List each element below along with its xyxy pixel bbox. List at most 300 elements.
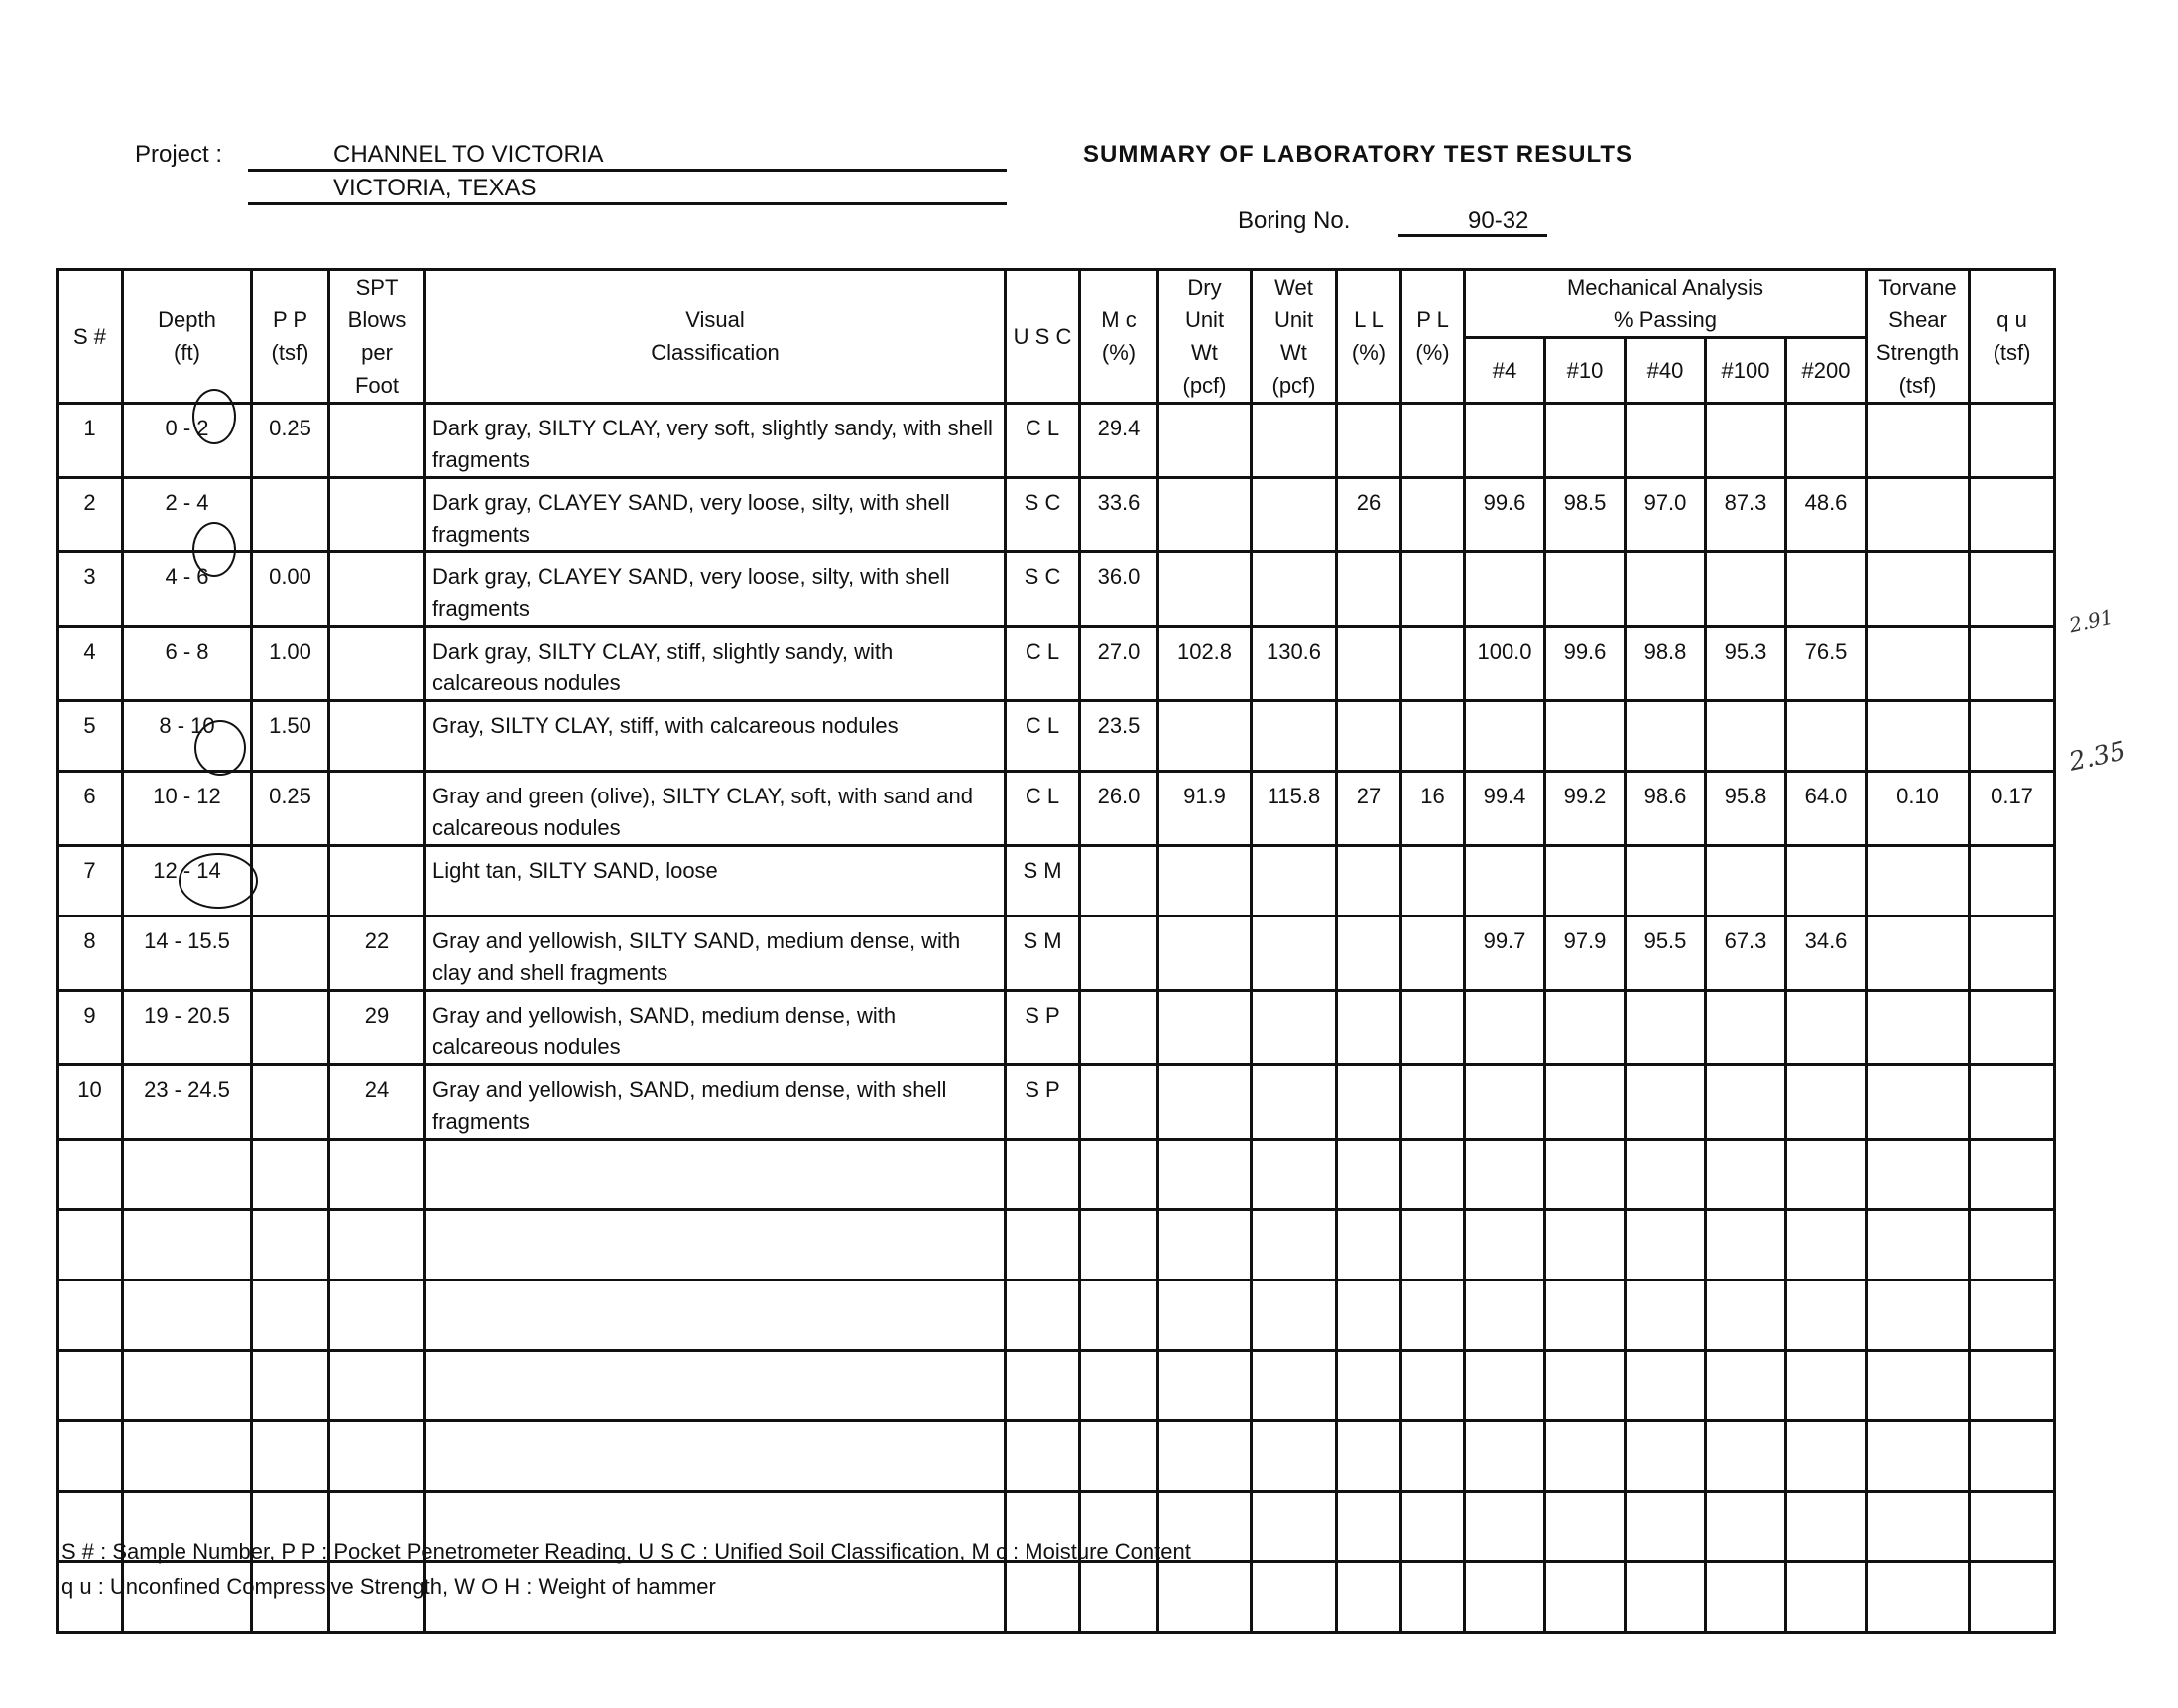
empty-cell: [252, 1351, 329, 1421]
empty-cell: [1080, 1421, 1158, 1492]
table-row: [58, 701, 2055, 772]
empty-cell: [1970, 1562, 2055, 1633]
cell-p10: 99.2: [1545, 772, 1626, 846]
cell-spt: [329, 478, 425, 552]
cell-p4: 99.6: [1465, 478, 1545, 552]
cell-mc: 29.4: [1080, 404, 1158, 478]
empty-row: [58, 1421, 2055, 1492]
cell-p100: 67.3: [1706, 916, 1786, 991]
cell-p100: [1706, 552, 1786, 627]
cell-torvane: [1867, 1065, 1970, 1140]
empty-cell: [1465, 1421, 1545, 1492]
cell-pl: [1401, 846, 1465, 916]
cell-usc: C L: [1006, 627, 1080, 701]
cell-pl: [1401, 478, 1465, 552]
cell-p40: [1626, 1065, 1706, 1140]
empty-cell: [329, 1281, 425, 1351]
empty-cell: [123, 1421, 252, 1492]
cell-mc: [1080, 1065, 1158, 1140]
cell-pp: [252, 846, 329, 916]
cell-p10: [1545, 991, 1626, 1065]
empty-cell: [1545, 1421, 1626, 1492]
cell-wet: [1252, 916, 1337, 991]
cell-p200: [1786, 552, 1867, 627]
cell-p100: [1706, 1065, 1786, 1140]
cell-p100: [1706, 404, 1786, 478]
cell-torvane: [1867, 404, 1970, 478]
footer-legend-1: S # : Sample Number, P P : Pocket Penetrometer Reading, U S C : Unified Soil Classification, M c : Moisture Content: [61, 1539, 1191, 1564]
cell-depth: 19 - 20.5: [123, 991, 252, 1065]
empty-cell: [1867, 1210, 1970, 1281]
empty-cell: [1867, 1492, 1970, 1562]
empty-cell: [58, 1210, 123, 1281]
empty-cell: [58, 1281, 123, 1351]
cell-wet: 115.8: [1252, 772, 1337, 846]
cell-p4: [1465, 701, 1545, 772]
cell-usc: S C: [1006, 552, 1080, 627]
table-row: [58, 846, 2055, 916]
cell-desc: Gray and yellowish, SAND, medium dense, with shell fragments: [425, 1065, 1006, 1140]
cell-p40: [1626, 552, 1706, 627]
boring-label: Boring No.: [1238, 207, 1351, 234]
cell-p40: 97.0: [1626, 478, 1706, 552]
empty-cell: [1786, 1210, 1867, 1281]
cell-desc: Gray and yellowish, SILTY SAND, medium dense, with clay and shell fragments: [425, 916, 1006, 991]
cell-mc: 33.6: [1080, 478, 1158, 552]
empty-cell: [1337, 1492, 1401, 1562]
cell-p40: 95.5: [1626, 916, 1706, 991]
cell-mc: [1080, 846, 1158, 916]
cell-depth: 0 - 2: [123, 404, 252, 478]
col-depth-l1: Depth: [158, 307, 216, 332]
table-body: [58, 404, 2055, 1633]
cell-p200: 48.6: [1786, 478, 1867, 552]
cell-p100: [1706, 991, 1786, 1065]
empty-cell: [1158, 1351, 1252, 1421]
cell-pp: [252, 478, 329, 552]
empty-cell: [1465, 1140, 1545, 1210]
circle-mark-row6: [194, 720, 246, 776]
empty-cell: [1706, 1421, 1786, 1492]
empty-cell: [1337, 1210, 1401, 1281]
cell-p10: [1545, 701, 1626, 772]
empty-cell: [1626, 1210, 1706, 1281]
col-torvane-l2: Shear: [1888, 307, 1947, 332]
cell-qu: [1970, 991, 2055, 1065]
empty-cell: [1545, 1351, 1626, 1421]
empty-cell: [58, 1421, 123, 1492]
empty-cell: [1970, 1281, 2055, 1351]
cell-pl: [1401, 552, 1465, 627]
cell-p200: 64.0: [1786, 772, 1867, 846]
empty-cell: [1970, 1421, 2055, 1492]
col-depth-l2: (ft): [174, 340, 200, 365]
cell-spt: [329, 772, 425, 846]
empty-cell: [1401, 1562, 1465, 1633]
cell-usc: C L: [1006, 404, 1080, 478]
empty-cell: [1970, 1351, 2055, 1421]
cell-p200: [1786, 846, 1867, 916]
cell-p4: 99.7: [1465, 916, 1545, 991]
cell-spt: [329, 846, 425, 916]
empty-cell: [1626, 1140, 1706, 1210]
cell-qu: [1970, 1065, 2055, 1140]
cell-p200: [1786, 1065, 1867, 1140]
empty-cell: [1337, 1421, 1401, 1492]
boring-number: 90-32: [1468, 207, 1529, 234]
col-sieve-200: #200: [1786, 338, 1867, 404]
cell-p100: 95.3: [1706, 627, 1786, 701]
cell-qu: [1970, 916, 2055, 991]
col-ll-l1: L L: [1354, 307, 1384, 332]
empty-cell: [1465, 1351, 1545, 1421]
cell-usc: S M: [1006, 846, 1080, 916]
cell-qu: [1970, 404, 2055, 478]
cell-qu: [1970, 552, 2055, 627]
empty-cell: [1006, 1281, 1080, 1351]
cell-p10: 98.5: [1545, 478, 1626, 552]
cell-usc: S C: [1006, 478, 1080, 552]
col-pp: [252, 270, 329, 404]
col-dry-l4: (pcf): [1182, 373, 1227, 398]
cell-pl: [1401, 991, 1465, 1065]
empty-row: [58, 1281, 2055, 1351]
empty-cell: [1706, 1140, 1786, 1210]
cell-p4: [1465, 552, 1545, 627]
empty-cell: [123, 1140, 252, 1210]
col-sample: [58, 270, 123, 404]
cell-p10: [1545, 1065, 1626, 1140]
footer-legend-2: q u : Unconfined Compressive Strength, W O H : Weight of hammer: [61, 1574, 716, 1599]
col-visual-l2: Classification: [651, 340, 780, 365]
col-mech-group: [1465, 270, 1867, 338]
cell-pp: 0.25: [252, 404, 329, 478]
empty-cell: [1337, 1281, 1401, 1351]
cell-torvane: 0.10: [1867, 772, 1970, 846]
empty-cell: [1080, 1351, 1158, 1421]
cell-p200: [1786, 404, 1867, 478]
cell-wet: [1252, 552, 1337, 627]
table-header: [58, 270, 2055, 404]
empty-cell: [425, 1421, 1006, 1492]
empty-cell: [425, 1281, 1006, 1351]
empty-cell: [252, 1421, 329, 1492]
empty-cell: [1786, 1281, 1867, 1351]
empty-cell: [1786, 1351, 1867, 1421]
empty-cell: [58, 1140, 123, 1210]
cell-ll: [1337, 404, 1401, 478]
empty-cell: [1706, 1492, 1786, 1562]
cell-depth: 6 - 8: [123, 627, 252, 701]
col-torvane: [1867, 270, 1970, 404]
empty-cell: [1786, 1492, 1867, 1562]
cell-p40: [1626, 846, 1706, 916]
cell-p40: [1626, 701, 1706, 772]
cell-p200: 76.5: [1786, 627, 1867, 701]
cell-ll: [1337, 846, 1401, 916]
cell-pp: [252, 916, 329, 991]
empty-cell: [1252, 1140, 1337, 1210]
handwritten-note-1: 2.91: [2066, 604, 2116, 638]
table-row: [58, 772, 2055, 846]
cell-pl: [1401, 916, 1465, 991]
empty-cell: [252, 1281, 329, 1351]
empty-cell: [329, 1210, 425, 1281]
col-qu: [1970, 270, 2055, 404]
cell-depth: 10 - 12: [123, 772, 252, 846]
cell-pp: [252, 991, 329, 1065]
empty-cell: [1626, 1562, 1706, 1633]
cell-p40: 98.8: [1626, 627, 1706, 701]
cell-qu: 0.17: [1970, 772, 2055, 846]
empty-cell: [1252, 1562, 1337, 1633]
col-sieve-40: #40: [1626, 338, 1706, 404]
cell-s: 1: [58, 404, 123, 478]
empty-cell: [123, 1281, 252, 1351]
cell-p200: [1786, 991, 1867, 1065]
cell-wet: [1252, 701, 1337, 772]
cell-torvane: [1867, 627, 1970, 701]
empty-cell: [1626, 1351, 1706, 1421]
empty-cell: [1867, 1351, 1970, 1421]
empty-cell: [1252, 1210, 1337, 1281]
col-qu-l1: q u: [1996, 307, 2027, 332]
empty-cell: [1970, 1492, 2055, 1562]
cell-p4: [1465, 1065, 1545, 1140]
table-row: [58, 404, 2055, 478]
empty-cell: [1867, 1421, 1970, 1492]
empty-cell: [425, 1140, 1006, 1210]
table-row: [58, 1065, 2055, 1140]
cell-desc: Gray, SILTY CLAY, stiff, with calcareous nodules: [425, 701, 1006, 772]
empty-cell: [329, 1421, 425, 1492]
cell-qu: [1970, 627, 2055, 701]
cell-depth: 4 - 6: [123, 552, 252, 627]
cell-mc: 27.0: [1080, 627, 1158, 701]
cell-desc: Dark gray, CLAYEY SAND, very loose, silty, with shell fragments: [425, 478, 1006, 552]
cell-p100: [1706, 846, 1786, 916]
cell-qu: [1970, 478, 2055, 552]
col-depth: [123, 270, 252, 404]
col-wet-l4: (pcf): [1271, 373, 1316, 398]
empty-cell: [1786, 1140, 1867, 1210]
empty-row: [58, 1140, 2055, 1210]
empty-cell: [1252, 1492, 1337, 1562]
cell-usc: S M: [1006, 916, 1080, 991]
cell-spt: 22: [329, 916, 425, 991]
cell-qu: [1970, 846, 2055, 916]
col-torvane-l3: Strength: [1876, 340, 1960, 365]
cell-spt: [329, 627, 425, 701]
col-usc: [1006, 270, 1080, 404]
cell-p10: [1545, 846, 1626, 916]
cell-mc: 36.0: [1080, 552, 1158, 627]
page-title: SUMMARY OF LABORATORY TEST RESULTS: [1083, 141, 1634, 168]
project-label: Project :: [135, 141, 223, 168]
col-visual-l1: Visual: [685, 307, 745, 332]
cell-wet: [1252, 478, 1337, 552]
col-dry: [1158, 270, 1252, 404]
cell-pp: 1.50: [252, 701, 329, 772]
cell-s: 8: [58, 916, 123, 991]
empty-cell: [1545, 1140, 1626, 1210]
col-mc-l2: (%): [1101, 340, 1137, 365]
empty-cell: [1158, 1210, 1252, 1281]
col-mech-l1: Mechanical Analysis: [1566, 275, 1764, 300]
cell-usc: C L: [1006, 701, 1080, 772]
empty-cell: [1006, 1210, 1080, 1281]
cell-pp: 0.25: [252, 772, 329, 846]
cell-s: 3: [58, 552, 123, 627]
empty-cell: [252, 1140, 329, 1210]
empty-cell: [1706, 1351, 1786, 1421]
empty-cell: [1006, 1140, 1080, 1210]
cell-p200: [1786, 701, 1867, 772]
cell-spt: [329, 552, 425, 627]
cell-s: 7: [58, 846, 123, 916]
cell-dry: [1158, 552, 1252, 627]
table-row: [58, 627, 2055, 701]
cell-dry: [1158, 846, 1252, 916]
col-torvane-l4: (tsf): [1898, 373, 1937, 398]
empty-cell: [1006, 1421, 1080, 1492]
empty-cell: [1158, 1281, 1252, 1351]
cell-ll: [1337, 701, 1401, 772]
empty-cell: [1158, 1562, 1252, 1633]
col-visual: [425, 270, 1006, 404]
empty-cell: [1401, 1492, 1465, 1562]
col-sieve-10: #10: [1545, 338, 1626, 404]
cell-dry: [1158, 991, 1252, 1065]
cell-p40: [1626, 404, 1706, 478]
cell-spt: [329, 701, 425, 772]
cell-p100: 87.3: [1706, 478, 1786, 552]
cell-p4: 100.0: [1465, 627, 1545, 701]
col-spt: [329, 270, 425, 404]
empty-cell: [1080, 1140, 1158, 1210]
cell-torvane: [1867, 991, 1970, 1065]
cell-ll: [1337, 916, 1401, 991]
table-row: [58, 991, 2055, 1065]
empty-cell: [1545, 1210, 1626, 1281]
cell-pl: [1401, 1065, 1465, 1140]
cell-p10: [1545, 552, 1626, 627]
col-sample-label: S #: [72, 323, 107, 349]
cell-wet: 130.6: [1252, 627, 1337, 701]
cell-s: 10: [58, 1065, 123, 1140]
cell-pp: 0.00: [252, 552, 329, 627]
empty-cell: [1626, 1492, 1706, 1562]
col-pl: [1401, 270, 1465, 404]
col-mc: [1080, 270, 1158, 404]
cell-depth: 23 - 24.5: [123, 1065, 252, 1140]
empty-cell: [1970, 1210, 2055, 1281]
cell-ll: [1337, 1065, 1401, 1140]
cell-dry: [1158, 1065, 1252, 1140]
col-pp-l1: P P: [272, 307, 308, 332]
empty-cell: [1706, 1562, 1786, 1633]
col-sieve-100: #100: [1706, 338, 1786, 404]
empty-cell: [425, 1210, 1006, 1281]
cell-s: 2: [58, 478, 123, 552]
cell-depth: 8 - 10: [123, 701, 252, 772]
cell-qu: [1970, 701, 2055, 772]
cell-desc: Dark gray, CLAYEY SAND, very loose, silty, with shell fragments: [425, 552, 1006, 627]
cell-torvane: [1867, 478, 1970, 552]
empty-cell: [1970, 1140, 2055, 1210]
empty-cell: [1006, 1351, 1080, 1421]
empty-cell: [123, 1210, 252, 1281]
cell-ll: [1337, 552, 1401, 627]
empty-cell: [1465, 1210, 1545, 1281]
cell-desc: Light tan, SILTY SAND, loose: [425, 846, 1006, 916]
cell-wet: [1252, 846, 1337, 916]
empty-cell: [58, 1351, 123, 1421]
empty-cell: [123, 1351, 252, 1421]
empty-cell: [1786, 1421, 1867, 1492]
col-wet: [1252, 270, 1337, 404]
handwritten-note-2: 2.35: [2066, 736, 2129, 778]
col-torvane-l1: Torvane: [1878, 275, 1957, 300]
cell-mc: [1080, 991, 1158, 1065]
cell-torvane: [1867, 701, 1970, 772]
empty-cell: [1252, 1351, 1337, 1421]
cell-ll: [1337, 627, 1401, 701]
cell-desc: Gray and green (olive), SILTY CLAY, soft, with sand and calcareous nodules: [425, 772, 1006, 846]
empty-cell: [1706, 1281, 1786, 1351]
cell-p4: [1465, 846, 1545, 916]
cell-s: 9: [58, 991, 123, 1065]
empty-cell: [329, 1351, 425, 1421]
col-spt-l2: Blows: [347, 307, 407, 332]
boring-underline: [1398, 234, 1547, 237]
empty-cell: [1080, 1281, 1158, 1351]
col-sieve-4: #4: [1465, 338, 1545, 404]
cell-depth: 14 - 15.5: [123, 916, 252, 991]
col-pl-l1: P L: [1416, 307, 1449, 332]
empty-cell: [329, 1140, 425, 1210]
empty-cell: [1252, 1281, 1337, 1351]
empty-cell: [1545, 1281, 1626, 1351]
cell-p4: [1465, 991, 1545, 1065]
cell-p200: 34.6: [1786, 916, 1867, 991]
cell-s: 5: [58, 701, 123, 772]
circle-mark-row1: [192, 389, 236, 444]
empty-cell: [1158, 1421, 1252, 1492]
empty-cell: [1080, 1562, 1158, 1633]
empty-cell: [1337, 1562, 1401, 1633]
empty-cell: [1465, 1281, 1545, 1351]
table-row: [58, 916, 2055, 991]
col-mech-l2: % Passing: [1614, 307, 1717, 332]
cell-pl: [1401, 701, 1465, 772]
cell-torvane: [1867, 552, 1970, 627]
empty-cell: [1786, 1562, 1867, 1633]
col-pl-l2: (%): [1415, 340, 1450, 365]
cell-dry: 91.9: [1158, 772, 1252, 846]
col-mc-l1: M c: [1101, 307, 1137, 332]
empty-cell: [1337, 1351, 1401, 1421]
col-dry-l1: Dry: [1187, 275, 1222, 300]
col-wet-l2: Unit: [1273, 307, 1314, 332]
cell-dry: [1158, 701, 1252, 772]
cell-p4: 99.4: [1465, 772, 1545, 846]
empty-cell: [1401, 1351, 1465, 1421]
cell-ll: [1337, 991, 1401, 1065]
empty-cell: [1401, 1140, 1465, 1210]
empty-cell: [1465, 1492, 1545, 1562]
empty-cell: [1706, 1210, 1786, 1281]
